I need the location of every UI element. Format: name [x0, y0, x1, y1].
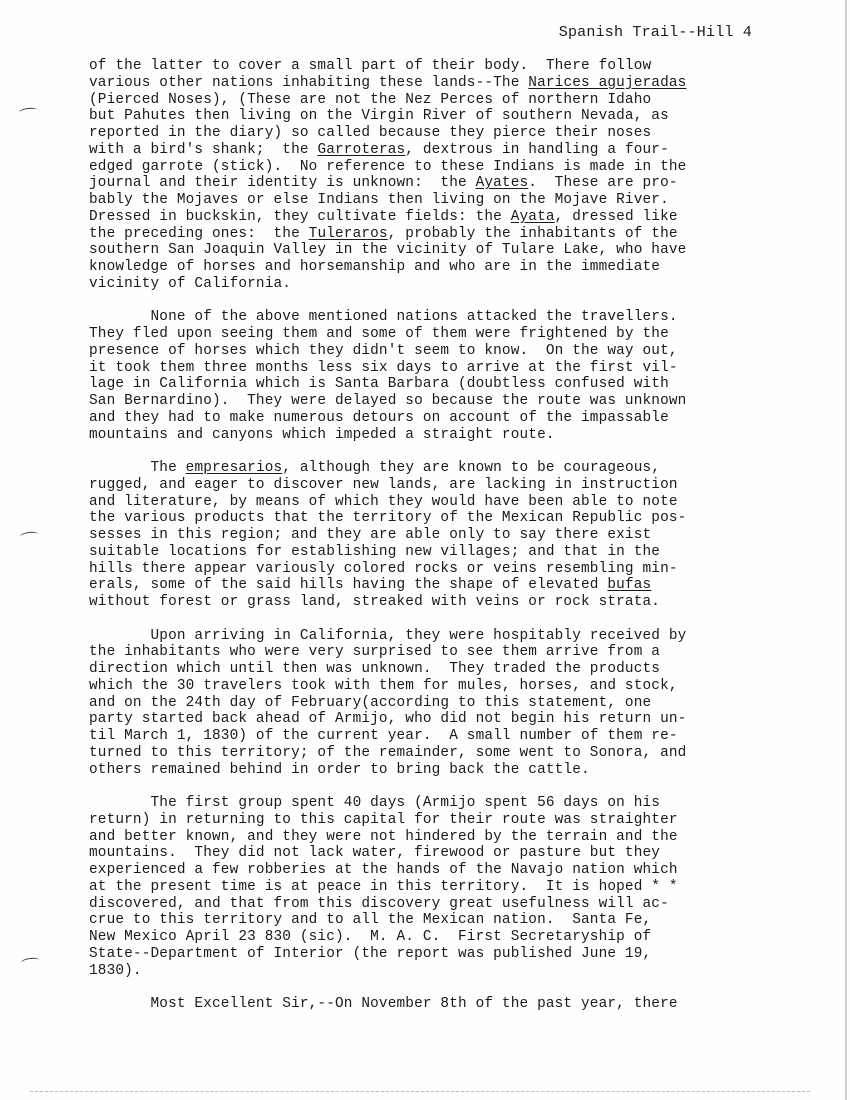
text-line: experienced a few robberies at the hands of the Navajo nation which: [89, 862, 678, 878]
running-head: Spanish Trail--Hill 4: [558, 24, 752, 41]
text-line: without forest or grass land, streaked with veins or rock strata.: [89, 594, 661, 610]
text-line: and literature, by means of which they would have been able to note: [89, 493, 678, 510]
text-line: suitable locations for establishing new villages; and that in the: [89, 543, 661, 560]
text-line: erals, some of the said hills having the shape of elevated bufas: [89, 577, 652, 594]
text-line: the inhabitants who were very surprised to see them arrive from a: [89, 644, 661, 661]
text-line: and on the 24th day of February(according to this statement, one: [89, 694, 652, 711]
paragraph: [89, 795, 779, 979]
text-line: 1830).: [89, 962, 142, 979]
text-line: edged garrote (stick). No reference to these Indians is made in the: [89, 158, 687, 175]
text-line: the various products that the territory of the Mexican Republic pos-: [89, 510, 687, 527]
paragraph-gap: [89, 778, 779, 795]
text-line: Most Excellent Sir,--On November 8th of the past year, there: [89, 996, 678, 1012]
paragraph-gap: [89, 443, 779, 460]
margin-pencil-mark: [20, 531, 39, 540]
paragraph: [89, 309, 779, 443]
text-line: others remained behind in order to bring back the cattle.: [89, 761, 590, 778]
text-line: various other nations inhabiting these lands--The Narices agujeradas: [89, 74, 687, 91]
text-line: knowledge of horses and horsemanship and who are in the immediate: [89, 259, 661, 275]
underlined-term: Garroteras: [317, 141, 406, 158]
text-line: til March 1, 1830) of the current year. A small number of them re-: [89, 728, 678, 744]
text-line: discovered, and that from this discovery great usefulness will ac-: [89, 895, 669, 912]
paragraph: [89, 460, 779, 611]
text-line: but Pahutes then living on the Virgin River of southern Nevada, as: [89, 108, 669, 125]
underlined-term: Ayata: [510, 208, 555, 225]
underlined-term: empresarios: [185, 460, 283, 476]
paragraph: [89, 58, 779, 293]
text-line: rugged, and eager to discover new lands, are lacking in instruction: [89, 476, 678, 493]
underlined-term: Narices agujeradas: [528, 74, 687, 91]
paragraph-gap: [89, 293, 779, 310]
text-line: mountains and canyons which impeded a straight route.: [89, 426, 555, 443]
text-line: presence of horses which they didn't seem to know. On the way out,: [89, 342, 678, 359]
underlined-term: Ayates: [475, 175, 529, 192]
text-line: it took them three months less six days to arrive at the first vil-: [89, 359, 678, 376]
scan-bottom-edge: [30, 1091, 810, 1092]
text-line: bably the Mojaves or else Indians then living on the Mojave River.: [89, 192, 669, 208]
text-line: with a bird's shank; the Garroteras, dextrous in handling a four-: [89, 141, 669, 158]
text-line: journal and their identity is unknown: the Ayates. These are pro-: [89, 175, 678, 192]
underlined-term: Tuleraros: [308, 225, 388, 242]
text-line: The empresarios, although they are known to be courageous,: [89, 460, 661, 476]
paragraph: [89, 996, 779, 1013]
scan-right-edge: [845, 0, 847, 1100]
text-line: direction which until then was unknown. They traded the products: [89, 661, 661, 677]
text-line: which the 30 travelers took with them for mules, horses, and stock,: [89, 677, 678, 694]
paragraph: [89, 628, 779, 779]
text-line: and they had to make numerous detours on account of the impassable: [89, 409, 669, 426]
underlined-term: bufas: [607, 577, 652, 594]
margin-pencil-mark: [21, 957, 40, 966]
text-line: Upon arriving in California, they were hospitably received by: [89, 627, 687, 644]
paragraph-gap: [89, 979, 779, 996]
text-line: and better known, and they were not hindered by the terrain and the: [89, 828, 678, 845]
text-line: at the present time is at peace in this territory. It is hoped * *: [89, 878, 678, 895]
text-line: mountains. They did not lack water, firewood or pasture but they: [89, 845, 661, 862]
text-line: reported in the diary) so called because they pierce their noses: [89, 125, 652, 141]
text-line: turned to this territory; of the remainder, some went to Sonora, and: [89, 744, 687, 761]
text-line: State--Department of Interior (the report was published June 19,: [89, 945, 652, 962]
text-line: None of the above mentioned nations attacked the travellers.: [89, 309, 678, 326]
margin-pencil-mark: [19, 107, 38, 116]
text-line: party started back ahead of Armijo, who did not begin his return un-: [89, 711, 687, 728]
text-line: sesses in this region; and they are able only to say there exist: [89, 527, 652, 543]
text-line: New Mexico April 23 830 (sic). M. A. C. First Secretaryship of: [89, 929, 652, 945]
text-line: the preceding ones: the Tuleraros, probably the inhabitants of the: [89, 225, 678, 242]
text-line: crue to this territory and to all the Mexican nation. Santa Fe,: [89, 912, 652, 929]
paragraph-gap: [89, 611, 779, 628]
text-line: vicinity of California.: [89, 275, 292, 292]
text-line: hills there appear variously colored rocks or veins resembling min-: [89, 560, 678, 577]
body-text: [89, 58, 779, 1013]
text-line: The first group spent 40 days (Armijo spent 56 days on his: [89, 795, 661, 811]
text-line: lage in California which is Santa Barbara (doubtless confused with: [89, 376, 669, 393]
text-line: southern San Joaquin Valley in the vicinity of Tulare Lake, who have: [89, 242, 687, 259]
text-line: They fled upon seeing them and some of them were frightened by the: [89, 326, 669, 342]
text-line: of the latter to cover a small part of their body. There follow: [89, 58, 652, 74]
text-line: San Bernardino). They were delayed so because the route was unknown: [89, 393, 687, 409]
text-line: Dressed in buckskin, they cultivate fields: the Ayata, dressed like: [89, 208, 678, 225]
text-line: (Pierced Noses), (These are not the Nez Perces of northern Idaho: [89, 91, 652, 108]
text-line: return) in returning to this capital for their route was straighter: [89, 811, 678, 828]
